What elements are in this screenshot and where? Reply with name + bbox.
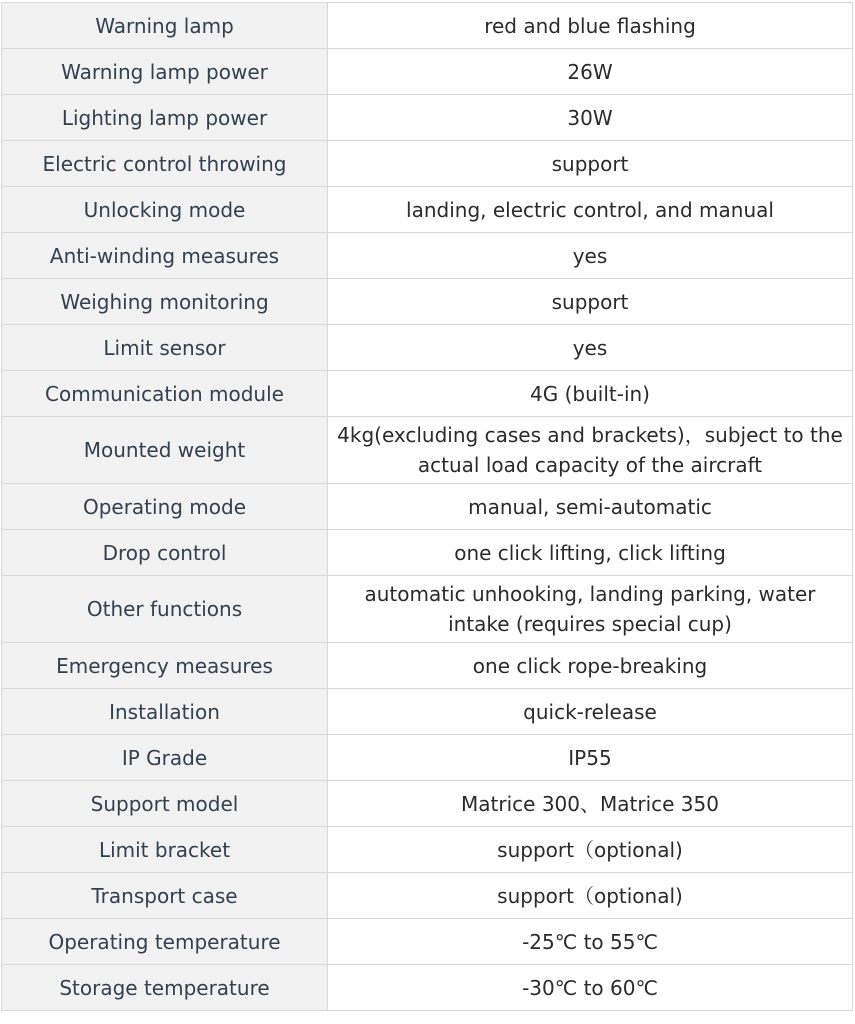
table-row — [2, 965, 853, 1011]
spec-value: red and blue flashing — [328, 3, 853, 49]
spec-value: 4kg(excluding cases and brackets)，subject to the actual load capacity of the aircraft — [328, 417, 853, 484]
spec-value: automatic unhooking, landing parking, water intake (requires special cup) — [328, 576, 853, 643]
spec-label: Lighting lamp power — [2, 95, 328, 141]
table-row — [2, 735, 853, 781]
table-row — [2, 873, 853, 919]
table-row — [2, 643, 853, 689]
spec-label: Communication module — [2, 371, 328, 417]
spec-value: -25℃ to 55℃ — [328, 919, 853, 965]
table-row — [2, 827, 853, 873]
spec-value: -30℃ to 60℃ — [328, 965, 853, 1011]
spec-value: Matrice 300、Matrice 350 — [328, 781, 853, 827]
spec-label: Anti-winding measures — [2, 233, 328, 279]
spec-label: Unlocking mode — [2, 187, 328, 233]
spec-value: landing, electric control, and manual — [328, 187, 853, 233]
spec-value: yes — [328, 325, 853, 371]
spec-value: support（optional) — [328, 827, 853, 873]
table-row — [2, 3, 853, 49]
spec-value: one click rope-breaking — [328, 643, 853, 689]
spec-label: Operating temperature — [2, 919, 328, 965]
spec-label: Other functions — [2, 576, 328, 643]
spec-value: IP55 — [328, 735, 853, 781]
table-row — [2, 279, 853, 325]
spec-label: IP Grade — [2, 735, 328, 781]
spec-value: quick-release — [328, 689, 853, 735]
table-row — [2, 576, 853, 643]
spec-value: support — [328, 141, 853, 187]
table-row — [2, 919, 853, 965]
table-row — [2, 233, 853, 279]
spec-label: Mounted weight — [2, 417, 328, 484]
spec-label: Storage temperature — [2, 965, 328, 1011]
table-row — [2, 49, 853, 95]
table-row — [2, 781, 853, 827]
spec-label: Operating mode — [2, 484, 328, 530]
table-row — [2, 371, 853, 417]
spec-label: Weighing monitoring — [2, 279, 328, 325]
spec-value: 30W — [328, 95, 853, 141]
spec-label: Installation — [2, 689, 328, 735]
spec-value: support — [328, 279, 853, 325]
spec-value: manual, semi-automatic — [328, 484, 853, 530]
spec-value: yes — [328, 233, 853, 279]
spec-value: one click lifting, click lifting — [328, 530, 853, 576]
spec-label: Warning lamp — [2, 3, 328, 49]
table-row — [2, 325, 853, 371]
table-row — [2, 187, 853, 233]
spec-label: Electric control throwing — [2, 141, 328, 187]
spec-label: Warning lamp power — [2, 49, 328, 95]
spec-label: Limit bracket — [2, 827, 328, 873]
spec-label: Drop control — [2, 530, 328, 576]
table-row — [2, 417, 853, 484]
spec-label: Limit sensor — [2, 325, 328, 371]
table-row — [2, 689, 853, 735]
spec-table — [1, 2, 853, 1011]
spec-value: support（optional) — [328, 873, 853, 919]
table-row — [2, 141, 853, 187]
spec-label: Support model — [2, 781, 328, 827]
spec-label: Transport case — [2, 873, 328, 919]
spec-value: 26W — [328, 49, 853, 95]
table-row — [2, 95, 853, 141]
table-row — [2, 530, 853, 576]
table-row — [2, 484, 853, 530]
spec-value: 4G (built-in) — [328, 371, 853, 417]
spec-label: Emergency measures — [2, 643, 328, 689]
